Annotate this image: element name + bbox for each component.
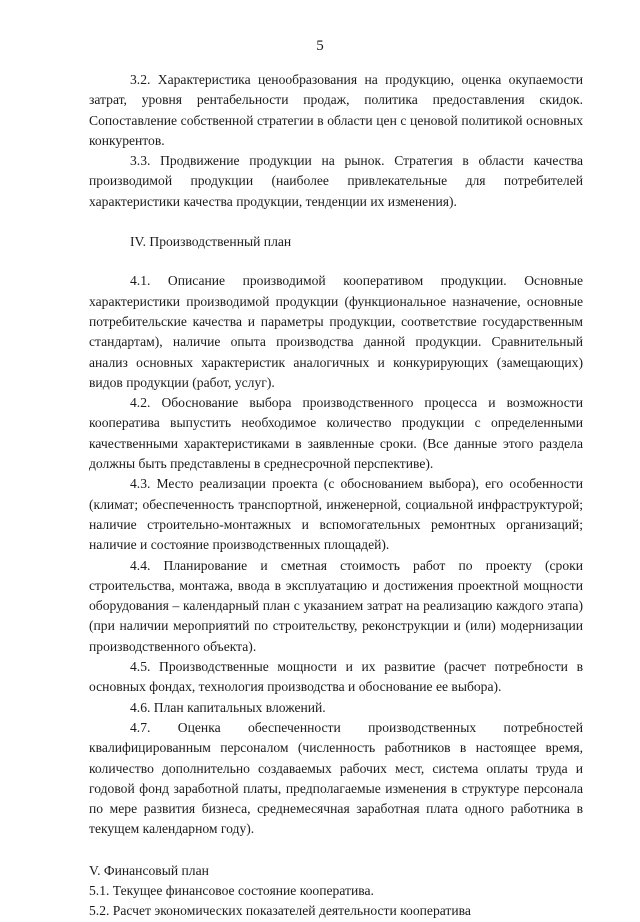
paragraph-5-1: 5.1. Текущее финансовое состояние кооператива. [89, 882, 374, 898]
paragraph-4-4: 4.4. Планирование и сметная стоимость работ по проекту (сроки строительства, монтажа, ввода в эксплуатацию и достижения проектной мощности оборудования – календарный план с указанием затрат на реализацию каждого этапа) (при наличии мероприятий по строительству, реконструкции и (или) модернизации производственного объекта). [89, 557, 583, 654]
paragraph-3-2: 3.2. Характеристика ценообразования на продукцию, оценка окупаемости затрат, уровня рентабельности продаж, политика предоставления скидок. Сопоставление собственной стратегии в области цен с ценовой политикой основных конкурентов. [89, 72, 583, 148]
paragraph-4-5: 4.5. Производственные мощности и их развитие (расчет потребности в основных фондах, технология производства и обоснование ее выбора). [89, 659, 583, 695]
paragraph-3-3: 3.3. Продвижение продукции на рынок. Стратегия в области качества производимой продукции (наиболее привлекательные для потребителей характеристики качества продукции, тенденции их изменения). [89, 153, 583, 209]
section-heading-iv: IV. Производственный план [130, 234, 292, 250]
document-body [89, 70, 583, 922]
page-number: 5 [316, 38, 324, 54]
paragraph-5-2: 5.2. Расчет экономических показателей деятельности кооператива [89, 903, 471, 919]
paragraph-4-7: 4.7. Оценка обеспеченности производственных потребностей квалифицированным персоналом (численность работников в настоящее время, количество дополнительно создаваемых рабочих мест, система оплаты труда и годовой фонд заработной платы, предполагаемые изменения в структуре персонала по мере развития бизнеса, среднемесячная заработная плата одного работника в текущем календарном году). [89, 719, 583, 837]
paragraph-4-1: 4.1. Описание производимой кооперативом продукции. Основные характеристики производимой продукции (функциональное назначение, основные потребительские качества и параметры продукции, соответствие государственным стандартам), наличие опыта производства данной продукции. Сравнительный анализ основных характеристик аналогичных и конкурирующих (замещающих) видов продукции (работ, услуг). [89, 273, 583, 390]
paragraph-4-3: 4.3. Место реализации проекта (с обоснованием выбора), его особенности (климат; обеспеченность транспортной, инженерной, социальной инфраструктурой; наличие строительно-монтажных и вспомогательных ремонтных организаций; наличие и состояние производственных площадей). [89, 476, 583, 553]
paragraph-4-2: 4.2. Обоснование выбора производственного процесса и возможности кооператива выпустить необходимое количество продукции с определенными качественными характеристиками в заявленные сроки. (Все данные этого раздела должны быть представлены в среднесрочной перспективе). [89, 395, 583, 472]
section-heading-v: V. Финансовый план [89, 862, 209, 878]
paragraph-4-6: 4.6. План капитальных вложений. [130, 699, 326, 715]
